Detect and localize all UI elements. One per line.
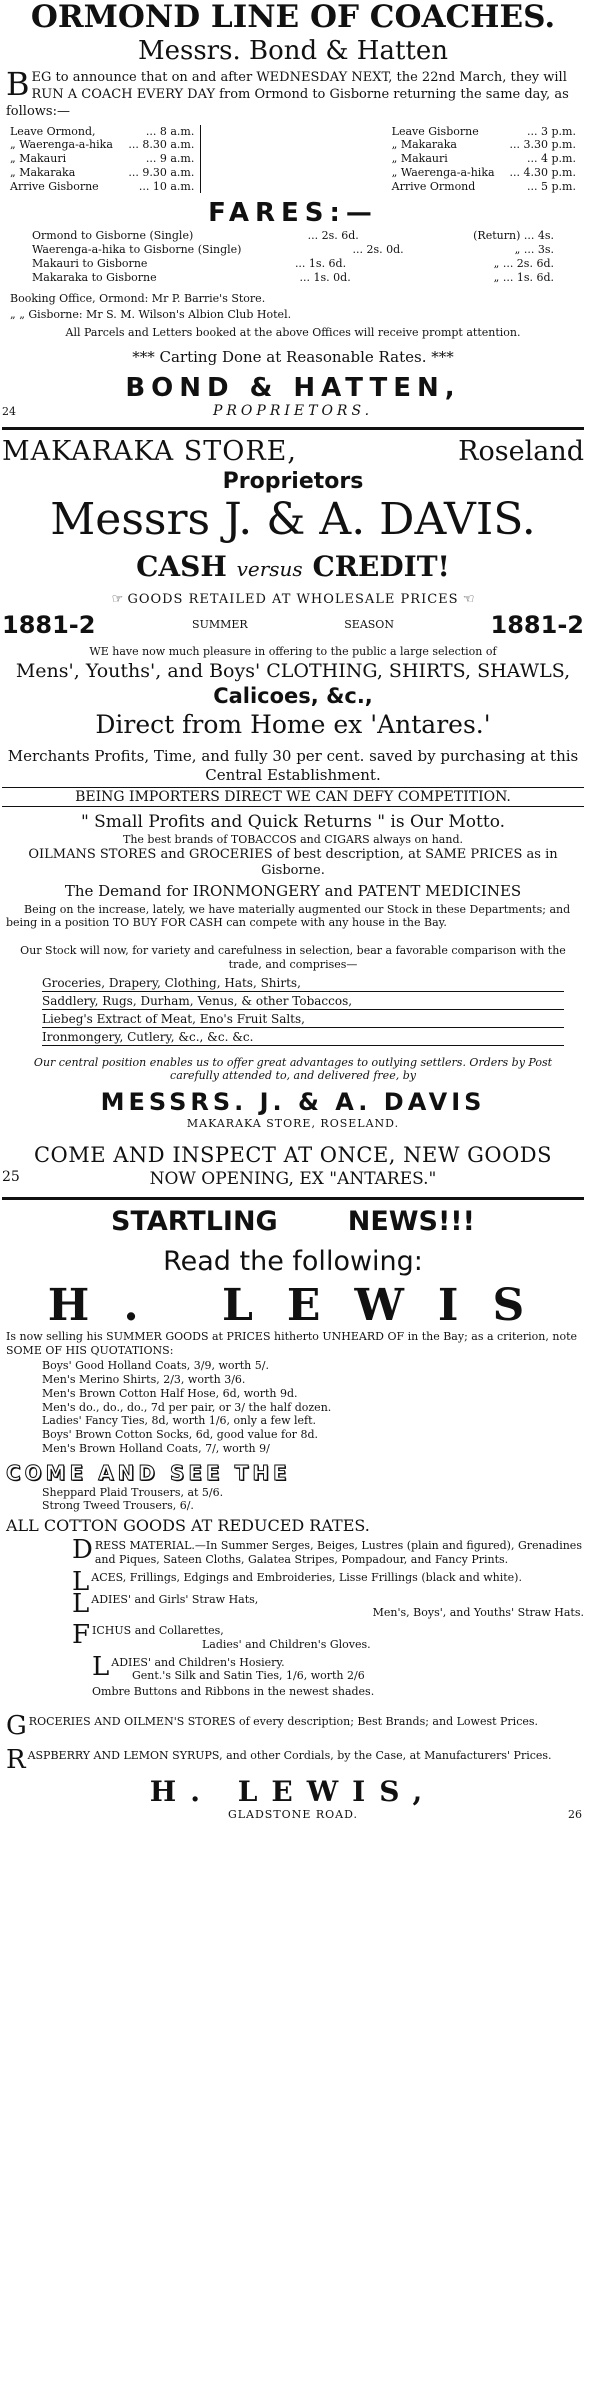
- coaches-proprietors: PROPRIETORS.: [212, 403, 374, 420]
- timetable-row-return: [392, 125, 576, 139]
- carting-note: *** Carting Done at Reasonable Rates. ***: [132, 347, 454, 366]
- quotation: Men's Brown Cotton Half Hose, 6d, worth 9d.: [42, 1386, 298, 1400]
- timetable-place: „ Waerenga-a-hika: [10, 138, 113, 152]
- raspberry-text: ASPBERRY AND LEMON SYRUPS, and other Cordials, by the Case, at Manufacturers' Prices.: [27, 1748, 552, 1762]
- quotation: Ladies' Fancy Ties, 8d, worth 1/6, only a few left.: [42, 1414, 317, 1428]
- gladstone-road: GLADSTONE ROAD.: [227, 1808, 359, 1822]
- dropcap-l: L: [72, 1566, 90, 1597]
- quotation: Men's Brown Holland Coats, 7/, worth 9/: [42, 1441, 270, 1455]
- intro-text: EG to announce that on and after WEDNESDAY NEXT, the 22nd March, they will RUN A COACH EVERY DAY from Ormond to Gisborne returning the same day, as follows:—: [6, 70, 569, 119]
- dropcap-l3: L: [92, 1651, 110, 1682]
- fare-route: Makaraka to Gisborne: [32, 270, 157, 284]
- timetable-place: Arrive Ormond: [391, 179, 476, 193]
- demand-line: The Demand for IRONMONGERY and PATENT MEDICINES: [64, 881, 522, 900]
- intro-dropcap: B: [6, 65, 30, 103]
- opening-line: [2, 1169, 584, 1191]
- coaches-ad: [2, 0, 584, 421]
- timetable-divider: [200, 125, 385, 194]
- gloves-text: Ladies' and Children's Gloves.: [202, 1637, 371, 1651]
- stock-list: [2, 974, 584, 1046]
- summer-label: SUMMER: [192, 618, 248, 632]
- quotations-list: [42, 1359, 584, 1455]
- groceries-text: ROCERIES AND OILMEN'S STORES of every description; Best Brands; and Lowest Prices.: [28, 1714, 539, 1728]
- credit-word: CREDIT!: [312, 550, 450, 584]
- quotation: Men's Merino Shirts, 2/3, worth 3/6.: [42, 1373, 246, 1387]
- news-word: NEWS!!!: [347, 1205, 475, 1237]
- dropcap-g: G: [6, 1710, 27, 1741]
- laces: [72, 1566, 584, 1597]
- central-para: Our central position enables us to offer great advantages to outlying settlers. Orders by Post carefully attended to, and delivered free, by: [33, 1055, 553, 1083]
- pointing-hand-icon-right: ☜: [462, 592, 475, 608]
- gladstone-line: [2, 1808, 584, 1824]
- timetable-time: ... 9 a.m.: [145, 152, 195, 166]
- timetable-time: ... 10 a.m.: [138, 179, 195, 193]
- store-location: Roseland: [458, 436, 584, 468]
- dress-material: [72, 1535, 584, 1567]
- lewis-ad: [2, 1206, 584, 1825]
- timetable-time: ... 4.30 p.m.: [509, 165, 576, 179]
- importers-line: BEING IMPORTERS DIRECT WE CAN DEFY COMPETITION.: [2, 787, 584, 807]
- cash-versus-credit: [2, 548, 584, 588]
- davis-firm: MESSRS. J. & A. DAVIS: [100, 1088, 486, 1117]
- stock-item: Saddlery, Rugs, Durham, Venus, & other Tobaccos,: [42, 992, 564, 1010]
- startling-word: STARTLING: [111, 1205, 278, 1237]
- timetable-time: ... 4 p.m.: [527, 152, 576, 166]
- season-line: [2, 611, 584, 639]
- store-header: [2, 436, 584, 468]
- cotton-goods: ALL COTTON GOODS AT REDUCED RATES.: [6, 1516, 370, 1536]
- store-name: MAKARAKA STORE,: [2, 436, 297, 468]
- timetable-row-return: [392, 166, 576, 180]
- bond-hatten-firm: BOND & HATTEN,: [125, 373, 461, 404]
- year-right: 1881-2: [490, 611, 584, 640]
- makaraka-store-ad: [2, 436, 584, 1191]
- store-proprietors: Proprietors: [222, 469, 364, 495]
- come-inspect: COME AND INSPECT AT ONCE, NEW GOODS: [33, 1142, 553, 1167]
- timetable-place: „ Makaraka: [10, 165, 76, 179]
- mens-hats-text: Men's, Boys', and Youths' Straw Hats.: [372, 1606, 584, 1620]
- booking-ormond: Booking Office, Ormond: Mr P. Barrie's Store.: [10, 292, 266, 306]
- timetable-row-outbound: [10, 125, 194, 139]
- lewis-name: H. LEWIS: [47, 1279, 559, 1331]
- ad-number-26: 26: [568, 1808, 582, 1822]
- fare-single: ... 2s. 0d.: [352, 243, 404, 257]
- fare-row: [32, 229, 554, 243]
- timetable-time: ... 3.30 p.m.: [509, 138, 576, 152]
- divider-1: [2, 427, 584, 430]
- timetable-row-return: [392, 180, 576, 194]
- fare-route: Ormond to Gisborne (Single): [32, 229, 194, 243]
- timetable-row-outbound: [10, 180, 194, 194]
- quotation: Men's do., do., do., 7d per pair, or 3/ the half dozen.: [42, 1400, 332, 1414]
- direct-from-home: Direct from Home ex 'Antares.': [95, 709, 491, 739]
- ladies-hats-text: ADIES' and Girls' Straw Hats,: [91, 1592, 259, 1606]
- quotation: Boys' Brown Cotton Socks, 6d, good value for 8d.: [42, 1428, 318, 1442]
- dropcap-r: R: [6, 1744, 26, 1775]
- laces-text: ACES, Frillings, Edgings and Embroideries, Lisse Frillings (black and white).: [91, 1570, 522, 1584]
- stock-item: Ironmongery, Cutlery, &c., &c. &c.: [42, 1028, 564, 1046]
- quotation: Boys' Good Holland Coats, 3/9, worth 5/.: [42, 1359, 269, 1373]
- parcels-note: All Parcels and Letters booked at the above Offices will receive prompt attention.: [65, 325, 521, 339]
- startling-news: [2, 1206, 584, 1238]
- store-address: MAKARAKA STORE, ROSELAND.: [186, 1117, 400, 1131]
- dress-text: RESS MATERIAL.—In Summer Serges, Beiges, Lustres (plain and figured), Grenadines and Piques, Sateen Cloths, Galatea Stripes, Pompadour, and Fancy Prints.: [94, 1539, 582, 1566]
- fare-single: ... 1s. 6d.: [294, 256, 347, 270]
- timetable-place: Leave Ormond,: [10, 124, 96, 138]
- timetable-row-return: [392, 152, 576, 166]
- fare-route: Makauri to Gisborne: [32, 256, 148, 270]
- stock-item: Groceries, Drapery, Clothing, Hats, Shirts,: [42, 974, 564, 992]
- timetable-row-return: [392, 138, 576, 152]
- timetable-row-outbound: [10, 152, 194, 166]
- read-following: Read the following:: [163, 1245, 423, 1277]
- timetable-row-outbound: [10, 166, 194, 180]
- timetable-place: „ Makaraka: [391, 138, 457, 152]
- fare-return: „ ... 2s. 6d.: [493, 256, 554, 270]
- fare-single: ... 2s. 6d.: [307, 229, 359, 243]
- timetable-place: „ Makauri: [10, 152, 67, 166]
- timetable-place: Leave Gisborne: [391, 124, 479, 138]
- goods-line: [2, 592, 584, 609]
- fares-title: FARES:—: [208, 198, 378, 229]
- groceries: [6, 1710, 580, 1741]
- timetable-return: [392, 125, 576, 194]
- booking-gisborne: „ „ Gisborne: Mr S. M. Wilson's Albion Club Hotel.: [10, 308, 292, 322]
- fare-return: „ ... 1s. 6d.: [493, 270, 554, 284]
- lewis-signature: H. LEWIS,: [149, 1775, 437, 1809]
- timetable-time: ... 9.30 a.m.: [128, 165, 195, 179]
- now-opening: NOW OPENING, EX "ANTARES.": [149, 1168, 437, 1189]
- hosiery: [92, 1651, 584, 1684]
- fare-return: (Return) ... 4s.: [473, 229, 554, 243]
- dropcap-d: D: [72, 1535, 93, 1566]
- timetable-place: Arrive Gisborne: [10, 179, 99, 193]
- cash-word: CASH: [136, 550, 227, 584]
- oilmans-line: OILMANS STORES and GROCERIES of best description, at SAME PRICES as in Gisborne.: [28, 846, 558, 878]
- fichus-text: ICHUS and Collarettes,: [92, 1624, 224, 1638]
- pointing-hand-icon: ☞: [111, 592, 124, 608]
- hosiery-text: ADIES' and Children's Hosiery.: [111, 1655, 285, 1669]
- motto-line: " Small Profits and Quick Returns " is Our Motto.: [80, 811, 506, 832]
- proprietors-line: [2, 403, 584, 421]
- timetable-place: „ Waerenga-a-hika: [391, 165, 495, 179]
- store-owners: Messrs J. & A. DAVIS.: [50, 494, 536, 546]
- ad-number-24: 24: [2, 405, 16, 419]
- store-para1: WE have now much pleasure in offering to the public a large selection of: [89, 645, 497, 659]
- ombre-buttons: Ombre Buttons and Ribbons in the newest shades.: [92, 1685, 375, 1699]
- timetable-time: ... 5 p.m.: [527, 179, 576, 193]
- fare-row: [32, 243, 554, 257]
- dropcap-l2: L: [72, 1588, 90, 1619]
- come-and-see: COME AND SEE THE: [6, 1460, 291, 1485]
- timetable: [10, 125, 576, 194]
- tweed-trousers: Strong Tweed Trousers, 6/.: [42, 1499, 194, 1513]
- coaches-subtitle: Messrs. Bond & Hatten: [137, 36, 449, 66]
- gents-ties-text: Gent.'s Silk and Satin Ties, 1/6, worth 2/6: [132, 1669, 365, 1683]
- straw-hats: [72, 1588, 584, 1621]
- tobaccos-line: The best brands of TOBACCOS and CIGARS always on hand.: [123, 832, 463, 846]
- timetable-time: ... 8 a.m.: [145, 124, 195, 138]
- coaches-title: ORMOND LINE OF COACHES.: [30, 0, 556, 35]
- fichus: [72, 1620, 584, 1652]
- increase-para: Being on the increase, lately, we have materially augmented our Stock in these Departments; and being in a position TO BUY FOR CASH can compete with any house in the Bay.: [6, 902, 571, 930]
- timetable-outbound: [10, 125, 194, 194]
- fare-row: [32, 271, 554, 285]
- sheppard-trousers: Sheppard Plaid Trousers, at 5/6.: [42, 1485, 224, 1499]
- coaches-intro: [6, 65, 580, 121]
- goods-wholesale-text: GOODS RETAILED AT WHOLESALE PRICES: [127, 592, 459, 608]
- ad-number-25: 25: [2, 1168, 20, 1185]
- fare-row: [32, 257, 554, 271]
- divider-2: [2, 1197, 584, 1200]
- fare-route: Waerenga-a-hika to Gisborne (Single): [32, 243, 242, 257]
- raspberry: [6, 1744, 580, 1775]
- dropcap-f: F: [72, 1620, 91, 1651]
- now-selling: Is now selling his SUMMER GOODS at PRICES hitherto UNHEARD OF in the Bay; as a criterion, note SOME OF HIS QUOTATIONS:: [6, 1329, 578, 1357]
- timetable-place: „ Makauri: [391, 152, 448, 166]
- fares-table: [32, 229, 554, 284]
- season-label: SEASON: [344, 618, 394, 632]
- calicoes-line: Calicoes, &c.,: [213, 683, 373, 708]
- stock-item: Liebeg's Extract of Meat, Eno's Fruit Salts,: [42, 1010, 564, 1028]
- store-clothing-line: Mens', Youths', and Boys' CLOTHING, SHIRTS, SHAWLS,: [15, 659, 571, 682]
- stock-para: Our Stock will now, for variety and carefulness in selection, bear a favorable comparison with the trade, and comprises—: [20, 944, 566, 971]
- versus-word: versus: [236, 557, 303, 582]
- merchants-profits: Merchants Profits, Time, and fully 30 per cent. saved by purchasing at this Central Establishment.: [7, 746, 579, 784]
- fare-return: „ ... 3s.: [514, 243, 554, 257]
- timetable-time: ... 8.30 a.m.: [128, 138, 195, 152]
- year-left: 1881-2: [2, 611, 96, 640]
- timetable-row-outbound: [10, 138, 194, 152]
- timetable-time: ... 3 p.m.: [527, 124, 576, 138]
- fare-single: ... 1s. 0d.: [299, 270, 351, 284]
